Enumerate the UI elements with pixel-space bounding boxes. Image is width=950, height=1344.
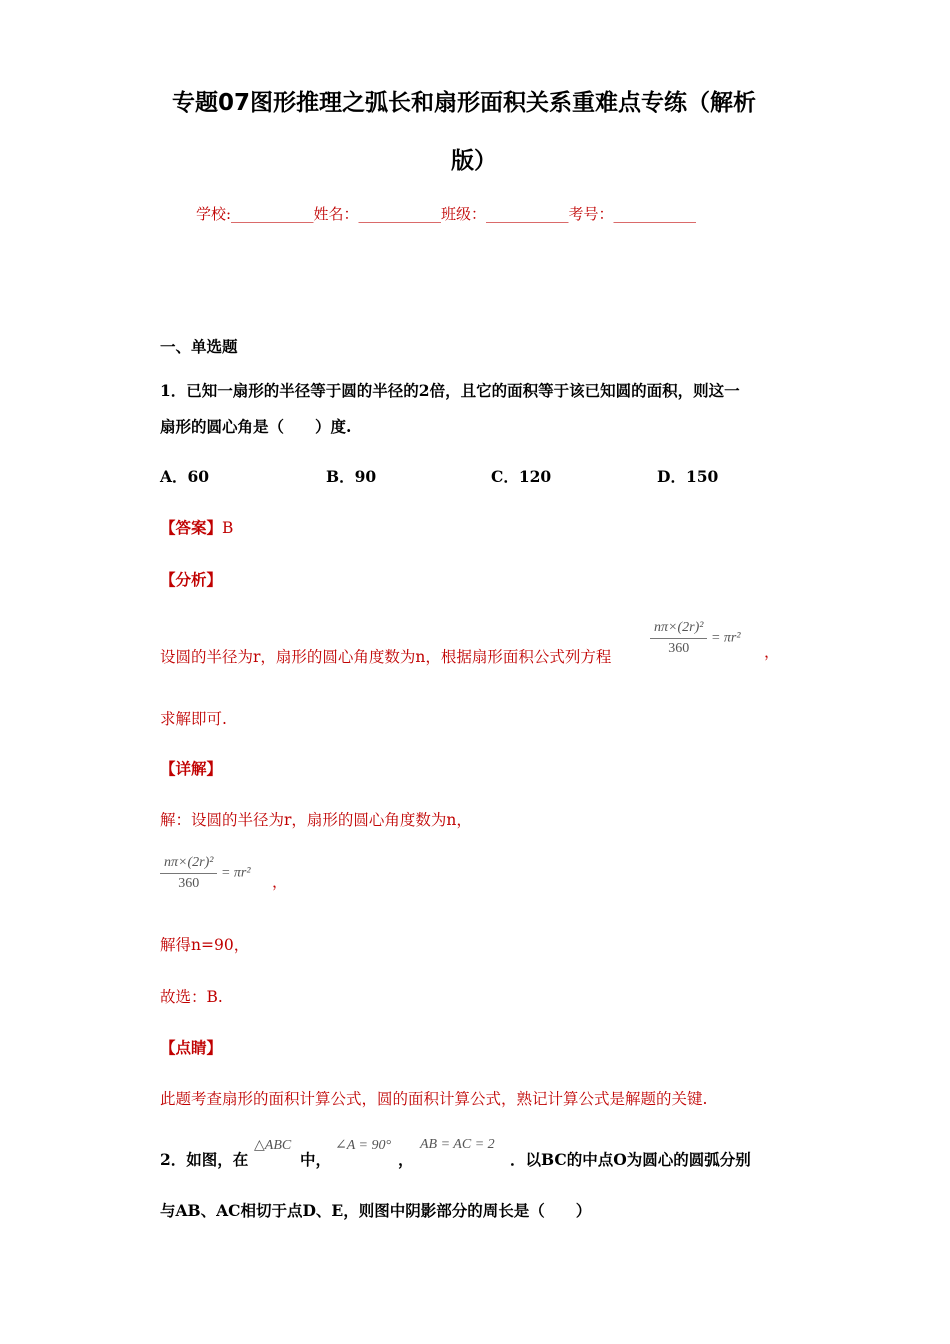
q1-option-d: D．150 bbox=[657, 467, 719, 486]
detail-formula-rhs: = πr² bbox=[220, 865, 251, 881]
q1-answer bbox=[160, 516, 233, 538]
comment-label: 【点睛】 bbox=[160, 1038, 223, 1057]
analysis-comma: ， bbox=[764, 643, 780, 661]
detail-formula-denominator: 360 bbox=[178, 876, 200, 891]
analysis-label: 【分析】 bbox=[160, 570, 223, 589]
analysis-text: 设圆的半径为r，扇形的圆心角度数为n，根据扇形面积公式列方程 bbox=[160, 648, 612, 666]
q1-option-a: A．60 bbox=[160, 467, 210, 486]
analysis-formula bbox=[650, 620, 741, 657]
q2-triangle: △ABC bbox=[254, 1138, 292, 1153]
q1-option-b: B．90 bbox=[326, 467, 377, 486]
q2-stem-line2: 与AB、AC相切于点D、E，则图中阴影部分的周长是（ ） bbox=[160, 1201, 592, 1220]
detail-choose: 故选：B. bbox=[160, 988, 223, 1006]
answer-value: B bbox=[222, 519, 234, 537]
detail-formula-numerator: nπ×(2r)² bbox=[160, 855, 217, 874]
detail-solve: 解得n=90， bbox=[160, 936, 250, 954]
detail-line1: 解：设圆的半径为r，扇形的圆心角度数为n， bbox=[160, 811, 472, 829]
q2-mid1: 中， bbox=[300, 1150, 332, 1169]
section-heading: 一、单选题 bbox=[160, 337, 238, 356]
doc-title-line2: 版） bbox=[451, 148, 497, 174]
q2-angle: ∠A = 90° bbox=[335, 1138, 392, 1153]
formula-denominator: 360 bbox=[668, 641, 690, 656]
detail-label: 【详解】 bbox=[160, 759, 223, 778]
q2-stem-prefix: 2．如图，在 bbox=[160, 1150, 249, 1169]
analysis-end: 求解即可. bbox=[160, 710, 227, 728]
detail-comma: ， bbox=[272, 873, 288, 891]
q2-stem-rest: ．以BC的中点O为圆心的圆弧分别 bbox=[510, 1150, 751, 1169]
q1-stem-line1: 1．已知一扇形的半径等于圆的半径的2倍，且它的面积等于该已知圆的面积，则这一 bbox=[160, 381, 740, 400]
formula-rhs: = πr² bbox=[710, 630, 741, 646]
q2-mid2: ， bbox=[398, 1150, 414, 1169]
student-info-line: 学校:___________姓名：___________班级：___________考号：___________ bbox=[196, 205, 697, 223]
formula-numerator: nπ×(2r)² bbox=[650, 620, 707, 639]
q2-sides: AB = AC = 2 bbox=[420, 1137, 495, 1152]
doc-title-line1: 专题07图形推理之弧长和扇形面积关系重难点专练（解析 bbox=[172, 90, 757, 116]
comment-text: 此题考查扇形的面积计算公式，圆的面积计算公式，熟记计算公式是解题的关键. bbox=[160, 1090, 708, 1108]
detail-formula bbox=[160, 855, 251, 892]
q1-stem-line2: 扇形的圆心角是（ ）度. bbox=[160, 417, 352, 436]
q1-option-c: C．120 bbox=[491, 467, 552, 486]
answer-label: 【答案】 bbox=[160, 518, 223, 537]
